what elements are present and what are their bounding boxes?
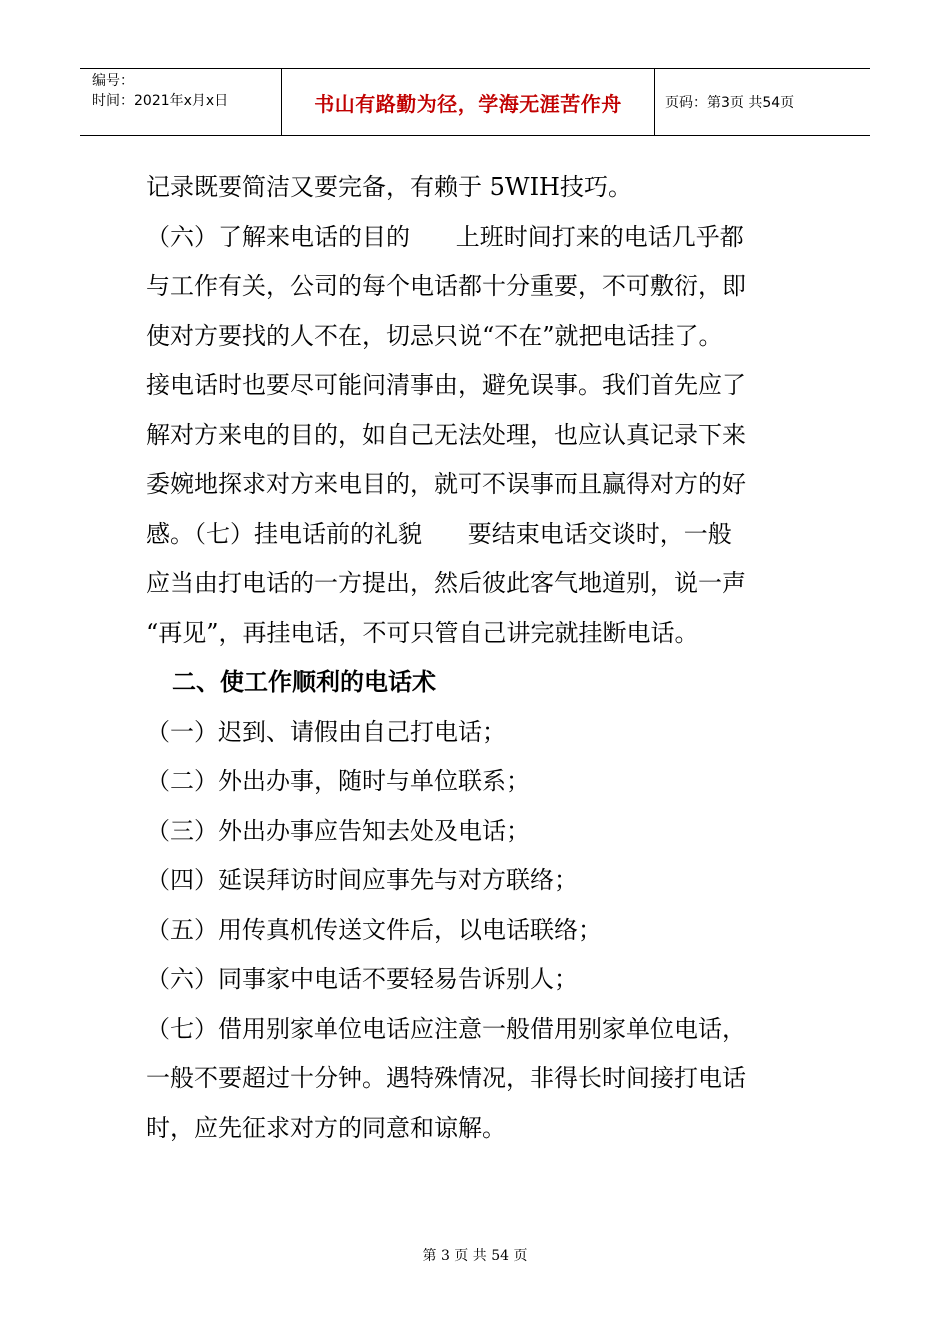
body-line: 感。（七）挂电话前的礼貌 要结束电话交谈时，一般 bbox=[146, 519, 732, 548]
list-item: （一）迟到、请假由自己打电话； bbox=[146, 717, 506, 746]
list-item: （五）用传真机传送文件后，以电话联络； bbox=[146, 915, 602, 944]
list-item: （三）外出办事应告知去处及电话； bbox=[146, 816, 530, 845]
body-line: 解对方来电的目的，如自己无法处理，也应认真记录下来 bbox=[146, 420, 746, 449]
list-item: 一般不要超过十分钟。遇特殊情况，非得长时间接打电话 bbox=[146, 1064, 746, 1092]
document-number-label: 编号： bbox=[92, 73, 134, 89]
body-line: （六）了解来电话的目的 上班时间打来的电话几乎都 bbox=[146, 222, 744, 251]
body-line: 记录既要简洁又要完备，有赖于 5WIH技巧。 bbox=[146, 173, 632, 201]
body-line: 与工作有关，公司的每个电话都十分重要，不可敷衍，即 bbox=[146, 272, 746, 300]
body-line: 使对方要找的人不在，切忌只说“不在”就把电话挂了。 bbox=[146, 321, 723, 350]
body-line: “再见”，再挂电话，不可只管自己讲完就挂断电话。 bbox=[146, 618, 699, 647]
body-line: 接电话时也要尽可能问清事由，避免误事。我们首先应了 bbox=[146, 371, 746, 399]
list-item: （七）借用别家单位电话应注意一般借用别家单位电话， bbox=[146, 1014, 746, 1043]
page-header bbox=[80, 68, 870, 136]
page-footer: 第 3 页 共 54 页 bbox=[422, 1248, 528, 1264]
body-line: 委婉地探求对方来电目的，就可不误事而且赢得对方的好 bbox=[146, 470, 746, 498]
document-body bbox=[146, 163, 816, 1153]
section-heading: 二、使工作顺利的电话术 bbox=[172, 668, 436, 696]
header-meta bbox=[80, 69, 282, 135]
body-line: 应当由打电话的一方提出，然后彼此客气地道别，说一声 bbox=[146, 569, 746, 597]
document-date-label: 时间：2021年x月x日 bbox=[92, 93, 229, 109]
list-item: （四）延误拜访时间应事先与对方联络； bbox=[146, 866, 578, 894]
list-item: 时，应先征求对方的同意和谅解。 bbox=[146, 1113, 506, 1142]
header-page-info: 页码：第3页 共54页 bbox=[665, 95, 795, 111]
list-item: （六）同事家中电话不要轻易告诉别人； bbox=[146, 965, 578, 993]
list-item: （二）外出办事，随时与单位联系； bbox=[146, 767, 530, 795]
header-motto: 书山有路勤为径，学海无涯苦作舟 bbox=[282, 69, 655, 135]
